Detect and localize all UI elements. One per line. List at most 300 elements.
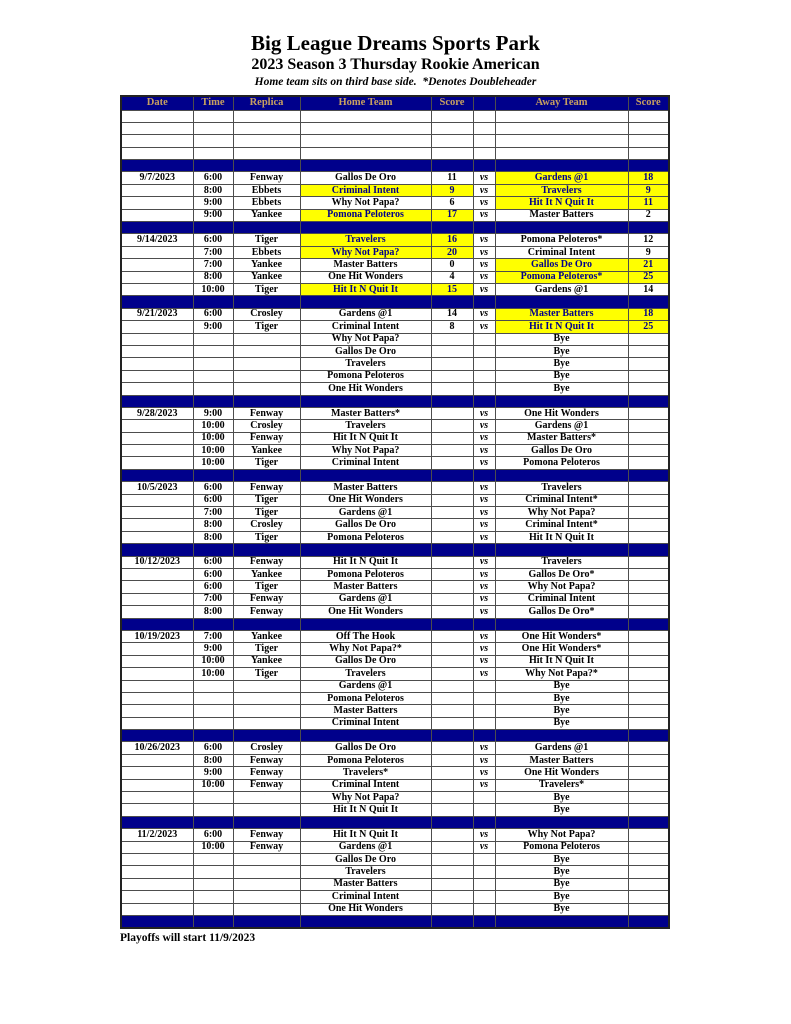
home-score-cell: 17 <box>431 209 473 221</box>
home-score-cell <box>431 754 473 766</box>
game-row <box>121 668 669 680</box>
away-team-cell <box>495 122 628 134</box>
header-away-team: Away Team <box>495 96 628 110</box>
replica-cell <box>233 878 300 890</box>
time-cell: 8:00 <box>193 754 233 766</box>
replica-cell: Ebbets <box>233 197 300 209</box>
away-score-cell: 25 <box>628 321 669 333</box>
bye-row <box>121 333 669 345</box>
replica-cell: Tiger <box>233 531 300 543</box>
time-cell: 6:00 <box>193 568 233 580</box>
away-team-cell: Bye <box>495 705 628 717</box>
separator-row <box>121 544 669 556</box>
replica-cell: Fenway <box>233 432 300 444</box>
time-cell <box>193 792 233 804</box>
home-team-cell: Gardens @1 <box>300 593 431 605</box>
time-cell: 10:00 <box>193 284 233 296</box>
vs-cell: vs <box>473 556 495 568</box>
away-team-cell: Bye <box>495 680 628 692</box>
game-row <box>121 209 669 221</box>
vs-cell: vs <box>473 593 495 605</box>
replica-cell <box>233 544 300 556</box>
away-team-cell <box>495 110 628 122</box>
home-score-cell: 6 <box>431 197 473 209</box>
away-score-cell <box>628 370 669 382</box>
home-team-cell: Pomona Peloteros <box>300 209 431 221</box>
replica-cell <box>233 296 300 308</box>
vs-cell: vs <box>473 494 495 506</box>
away-team-cell <box>495 544 628 556</box>
home-team-cell <box>300 147 431 159</box>
home-team-cell <box>300 730 431 742</box>
home-team-cell <box>300 160 431 172</box>
away-team-cell <box>495 469 628 481</box>
away-team-cell: Bye <box>495 792 628 804</box>
away-score-cell <box>628 779 669 791</box>
vs-cell <box>473 147 495 159</box>
vs-cell <box>473 915 495 927</box>
away-score-cell <box>628 407 669 419</box>
home-team-cell: Gallos De Oro <box>300 172 431 184</box>
time-cell: 7:00 <box>193 593 233 605</box>
replica-cell <box>233 891 300 903</box>
game-row <box>121 432 669 444</box>
time-cell: 10:00 <box>193 457 233 469</box>
vs-cell: vs <box>473 531 495 543</box>
date-cell <box>121 370 193 382</box>
date-cell <box>121 445 193 457</box>
replica-cell <box>233 853 300 865</box>
game-row <box>121 779 669 791</box>
game-row <box>121 234 669 246</box>
date-cell <box>121 333 193 345</box>
time-cell: 8:00 <box>193 184 233 196</box>
time-cell: 10:00 <box>193 420 233 432</box>
game-row <box>121 308 669 320</box>
time-cell: 6:00 <box>193 234 233 246</box>
vs-cell: vs <box>473 184 495 196</box>
vs-cell: vs <box>473 581 495 593</box>
replica-cell <box>233 370 300 382</box>
home-team-cell: Gallos De Oro <box>300 345 431 357</box>
vs-cell: vs <box>473 668 495 680</box>
time-cell: 10:00 <box>193 779 233 791</box>
vs-cell: vs <box>473 457 495 469</box>
game-row <box>121 655 669 667</box>
replica-cell <box>233 135 300 147</box>
time-cell <box>193 903 233 915</box>
home-team-cell <box>300 296 431 308</box>
away-score-cell <box>628 147 669 159</box>
home-team-cell <box>300 544 431 556</box>
home-team-cell: Gallos De Oro <box>300 742 431 754</box>
bye-row <box>121 692 669 704</box>
date-cell <box>121 271 193 283</box>
away-team-cell: Master Batters <box>495 209 628 221</box>
page-note: Home team sits on third base side. *Denotes Doubleheader <box>254 76 537 89</box>
home-team-cell: Pomona Peloteros <box>300 754 431 766</box>
away-team-cell: Hit It N Quit It <box>495 655 628 667</box>
vs-cell: vs <box>473 742 495 754</box>
schedule-body <box>121 110 669 928</box>
time-cell <box>193 345 233 357</box>
bye-row <box>121 866 669 878</box>
away-team-cell: Why Not Papa? <box>495 581 628 593</box>
vs-cell <box>473 222 495 234</box>
empty-row <box>121 122 669 134</box>
separator-row <box>121 469 669 481</box>
home-team-cell: Pomona Peloteros <box>300 568 431 580</box>
home-score-cell <box>431 680 473 692</box>
away-score-cell <box>628 135 669 147</box>
time-cell: 10:00 <box>193 668 233 680</box>
away-team-cell: Bye <box>495 345 628 357</box>
replica-cell: Tiger <box>233 507 300 519</box>
replica-cell: Yankee <box>233 655 300 667</box>
away-score-cell <box>628 469 669 481</box>
home-score-cell <box>431 804 473 816</box>
vs-cell <box>473 730 495 742</box>
home-score-cell <box>431 730 473 742</box>
time-cell: 10:00 <box>193 655 233 667</box>
away-team-cell <box>495 135 628 147</box>
replica-cell <box>233 110 300 122</box>
time-cell: 10:00 <box>193 841 233 853</box>
replica-cell: Fenway <box>233 754 300 766</box>
home-score-cell <box>431 903 473 915</box>
time-cell <box>193 395 233 407</box>
away-team-cell <box>495 816 628 828</box>
home-score-cell <box>431 383 473 395</box>
away-score-cell: 11 <box>628 197 669 209</box>
away-team-cell: Travelers* <box>495 779 628 791</box>
replica-cell: Tiger <box>233 668 300 680</box>
replica-cell: Fenway <box>233 779 300 791</box>
home-team-cell: Hit It N Quit It <box>300 432 431 444</box>
home-score-cell <box>431 779 473 791</box>
date-cell <box>121 432 193 444</box>
bye-row <box>121 370 669 382</box>
vs-cell: vs <box>473 643 495 655</box>
game-row <box>121 581 669 593</box>
time-cell <box>193 370 233 382</box>
replica-cell <box>233 903 300 915</box>
home-team-cell: Gardens @1 <box>300 841 431 853</box>
home-score-cell <box>431 742 473 754</box>
home-score-cell <box>431 135 473 147</box>
away-team-cell: Bye <box>495 891 628 903</box>
home-score-cell <box>431 370 473 382</box>
away-score-cell <box>628 457 669 469</box>
time-cell: 8:00 <box>193 519 233 531</box>
date-cell <box>121 878 193 890</box>
game-row <box>121 507 669 519</box>
date-cell <box>121 581 193 593</box>
time-cell <box>193 804 233 816</box>
home-score-cell <box>431 841 473 853</box>
away-score-cell <box>628 333 669 345</box>
away-score-cell: 9 <box>628 184 669 196</box>
home-score-cell: 9 <box>431 184 473 196</box>
away-score-cell <box>628 544 669 556</box>
away-team-cell: Bye <box>495 358 628 370</box>
game-row <box>121 259 669 271</box>
time-cell: 6:00 <box>193 494 233 506</box>
home-team-cell: Pomona Peloteros <box>300 531 431 543</box>
away-score-cell <box>628 816 669 828</box>
replica-cell: Ebbets <box>233 246 300 258</box>
away-team-cell: Bye <box>495 804 628 816</box>
separator-row <box>121 915 669 927</box>
away-team-cell: Bye <box>495 383 628 395</box>
date-cell <box>121 544 193 556</box>
away-score-cell: 9 <box>628 246 669 258</box>
date-cell <box>121 395 193 407</box>
vs-cell: vs <box>473 234 495 246</box>
bye-row <box>121 345 669 357</box>
away-score-cell <box>628 804 669 816</box>
home-score-cell <box>431 891 473 903</box>
date-cell <box>121 420 193 432</box>
date-cell <box>121 866 193 878</box>
game-row <box>121 519 669 531</box>
away-score-cell <box>628 395 669 407</box>
away-score-cell: 2 <box>628 209 669 221</box>
vs-cell: vs <box>473 754 495 766</box>
date-cell <box>121 804 193 816</box>
time-cell: 10:00 <box>193 445 233 457</box>
home-score-cell <box>431 222 473 234</box>
separator-row <box>121 222 669 234</box>
vs-cell <box>473 383 495 395</box>
home-team-cell: Off The Hook <box>300 630 431 642</box>
away-score-cell <box>628 494 669 506</box>
home-team-cell: Criminal Intent <box>300 457 431 469</box>
bye-row <box>121 853 669 865</box>
away-score-cell <box>628 110 669 122</box>
away-score-cell <box>628 655 669 667</box>
home-team-cell <box>300 816 431 828</box>
replica-cell <box>233 866 300 878</box>
away-score-cell <box>628 358 669 370</box>
time-cell: 6:00 <box>193 829 233 841</box>
header-row <box>121 96 669 110</box>
vs-cell: vs <box>473 568 495 580</box>
away-team-cell: Master Batters <box>495 754 628 766</box>
time-cell: 9:00 <box>193 197 233 209</box>
vs-cell: vs <box>473 432 495 444</box>
date-cell <box>121 160 193 172</box>
away-team-cell: Gardens @1 <box>495 420 628 432</box>
replica-cell <box>233 122 300 134</box>
date-cell: 10/19/2023 <box>121 630 193 642</box>
away-score-cell: 14 <box>628 284 669 296</box>
date-cell <box>121 383 193 395</box>
home-score-cell <box>431 147 473 159</box>
vs-cell <box>473 816 495 828</box>
away-score-cell <box>628 705 669 717</box>
date-cell <box>121 692 193 704</box>
date-cell <box>121 668 193 680</box>
separator-row <box>121 395 669 407</box>
replica-cell: Tiger <box>233 321 300 333</box>
vs-cell: vs <box>473 172 495 184</box>
home-score-cell <box>431 519 473 531</box>
away-team-cell: Pomona Peloteros* <box>495 271 628 283</box>
away-score-cell <box>628 730 669 742</box>
time-cell: 6:00 <box>193 556 233 568</box>
vs-cell <box>473 122 495 134</box>
home-score-cell <box>431 482 473 494</box>
away-score-cell <box>628 507 669 519</box>
bye-row <box>121 891 669 903</box>
vs-cell <box>473 135 495 147</box>
vs-cell: vs <box>473 271 495 283</box>
game-row <box>121 172 669 184</box>
replica-cell <box>233 680 300 692</box>
home-score-cell <box>431 692 473 704</box>
home-score-cell <box>431 122 473 134</box>
replica-cell <box>233 692 300 704</box>
away-team-cell: Criminal Intent* <box>495 519 628 531</box>
away-team-cell: One Hit Wonders <box>495 407 628 419</box>
home-score-cell <box>431 915 473 927</box>
home-team-cell <box>300 135 431 147</box>
time-cell <box>193 160 233 172</box>
away-team-cell <box>495 222 628 234</box>
time-cell: 6:00 <box>193 482 233 494</box>
away-score-cell <box>628 878 669 890</box>
away-score-cell <box>628 556 669 568</box>
date-cell <box>121 469 193 481</box>
replica-cell: Tiger <box>233 581 300 593</box>
home-score-cell <box>431 767 473 779</box>
date-cell <box>121 903 193 915</box>
time-cell: 9:00 <box>193 407 233 419</box>
away-score-cell <box>628 630 669 642</box>
date-cell <box>121 792 193 804</box>
home-score-cell <box>431 494 473 506</box>
vs-cell: vs <box>473 259 495 271</box>
time-cell <box>193 358 233 370</box>
away-score-cell <box>628 122 669 134</box>
vs-cell <box>473 717 495 729</box>
time-cell <box>193 717 233 729</box>
page-subtitle: 2023 Season 3 Thursday Rookie American <box>251 56 540 74</box>
date-cell <box>121 246 193 258</box>
away-team-cell: One Hit Wonders <box>495 767 628 779</box>
game-row <box>121 643 669 655</box>
date-cell: 10/5/2023 <box>121 482 193 494</box>
home-team-cell: Gallos De Oro <box>300 519 431 531</box>
date-cell: 11/2/2023 <box>121 829 193 841</box>
away-team-cell: Master Batters <box>495 308 628 320</box>
date-cell <box>121 345 193 357</box>
vs-cell <box>473 853 495 865</box>
time-cell: 6:00 <box>193 172 233 184</box>
game-row <box>121 284 669 296</box>
date-cell <box>121 915 193 927</box>
home-score-cell <box>431 420 473 432</box>
date-cell <box>121 730 193 742</box>
home-score-cell <box>431 507 473 519</box>
game-row <box>121 457 669 469</box>
vs-cell: vs <box>473 321 495 333</box>
time-cell: 7:00 <box>193 507 233 519</box>
separator-row <box>121 160 669 172</box>
home-team-cell: Why Not Papa? <box>300 246 431 258</box>
game-row <box>121 630 669 642</box>
away-team-cell: Pomona Peloteros <box>495 457 628 469</box>
date-cell <box>121 606 193 618</box>
date-cell <box>121 507 193 519</box>
home-score-cell <box>431 395 473 407</box>
vs-cell <box>473 110 495 122</box>
replica-cell: Yankee <box>233 209 300 221</box>
home-score-cell <box>431 668 473 680</box>
date-cell <box>121 184 193 196</box>
home-team-cell: Why Not Papa?* <box>300 643 431 655</box>
home-team-cell: Why Not Papa? <box>300 333 431 345</box>
replica-cell <box>233 816 300 828</box>
date-cell <box>121 110 193 122</box>
home-score-cell <box>431 358 473 370</box>
away-score-cell <box>628 345 669 357</box>
away-score-cell: 25 <box>628 271 669 283</box>
away-team-cell: Why Not Papa?* <box>495 668 628 680</box>
empty-row <box>121 135 669 147</box>
replica-cell: Fenway <box>233 172 300 184</box>
date-cell <box>121 197 193 209</box>
home-team-cell: Hit It N Quit It <box>300 284 431 296</box>
home-team-cell: Gardens @1 <box>300 308 431 320</box>
date-cell <box>121 779 193 791</box>
vs-cell <box>473 345 495 357</box>
separator-row <box>121 816 669 828</box>
home-team-cell: Criminal Intent <box>300 891 431 903</box>
away-score-cell <box>628 568 669 580</box>
vs-cell <box>473 792 495 804</box>
home-score-cell <box>431 705 473 717</box>
home-team-cell: Gallos De Oro <box>300 655 431 667</box>
vs-cell: vs <box>473 308 495 320</box>
home-team-cell <box>300 222 431 234</box>
away-score-cell <box>628 853 669 865</box>
home-team-cell <box>300 618 431 630</box>
away-score-cell: 21 <box>628 259 669 271</box>
date-cell: 9/14/2023 <box>121 234 193 246</box>
home-team-cell: One Hit Wonders <box>300 903 431 915</box>
away-score-cell <box>628 643 669 655</box>
away-team-cell <box>495 915 628 927</box>
vs-cell <box>473 804 495 816</box>
home-score-cell: 4 <box>431 271 473 283</box>
game-row <box>121 742 669 754</box>
time-cell <box>193 816 233 828</box>
away-team-cell: Criminal Intent <box>495 593 628 605</box>
away-score-cell <box>628 866 669 878</box>
home-score-cell <box>431 606 473 618</box>
away-team-cell: Travelers <box>495 556 628 568</box>
home-team-cell: Travelers <box>300 866 431 878</box>
replica-cell <box>233 345 300 357</box>
replica-cell <box>233 792 300 804</box>
game-row <box>121 593 669 605</box>
away-score-cell <box>628 222 669 234</box>
home-team-cell <box>300 915 431 927</box>
time-cell <box>193 296 233 308</box>
date-cell: 10/12/2023 <box>121 556 193 568</box>
